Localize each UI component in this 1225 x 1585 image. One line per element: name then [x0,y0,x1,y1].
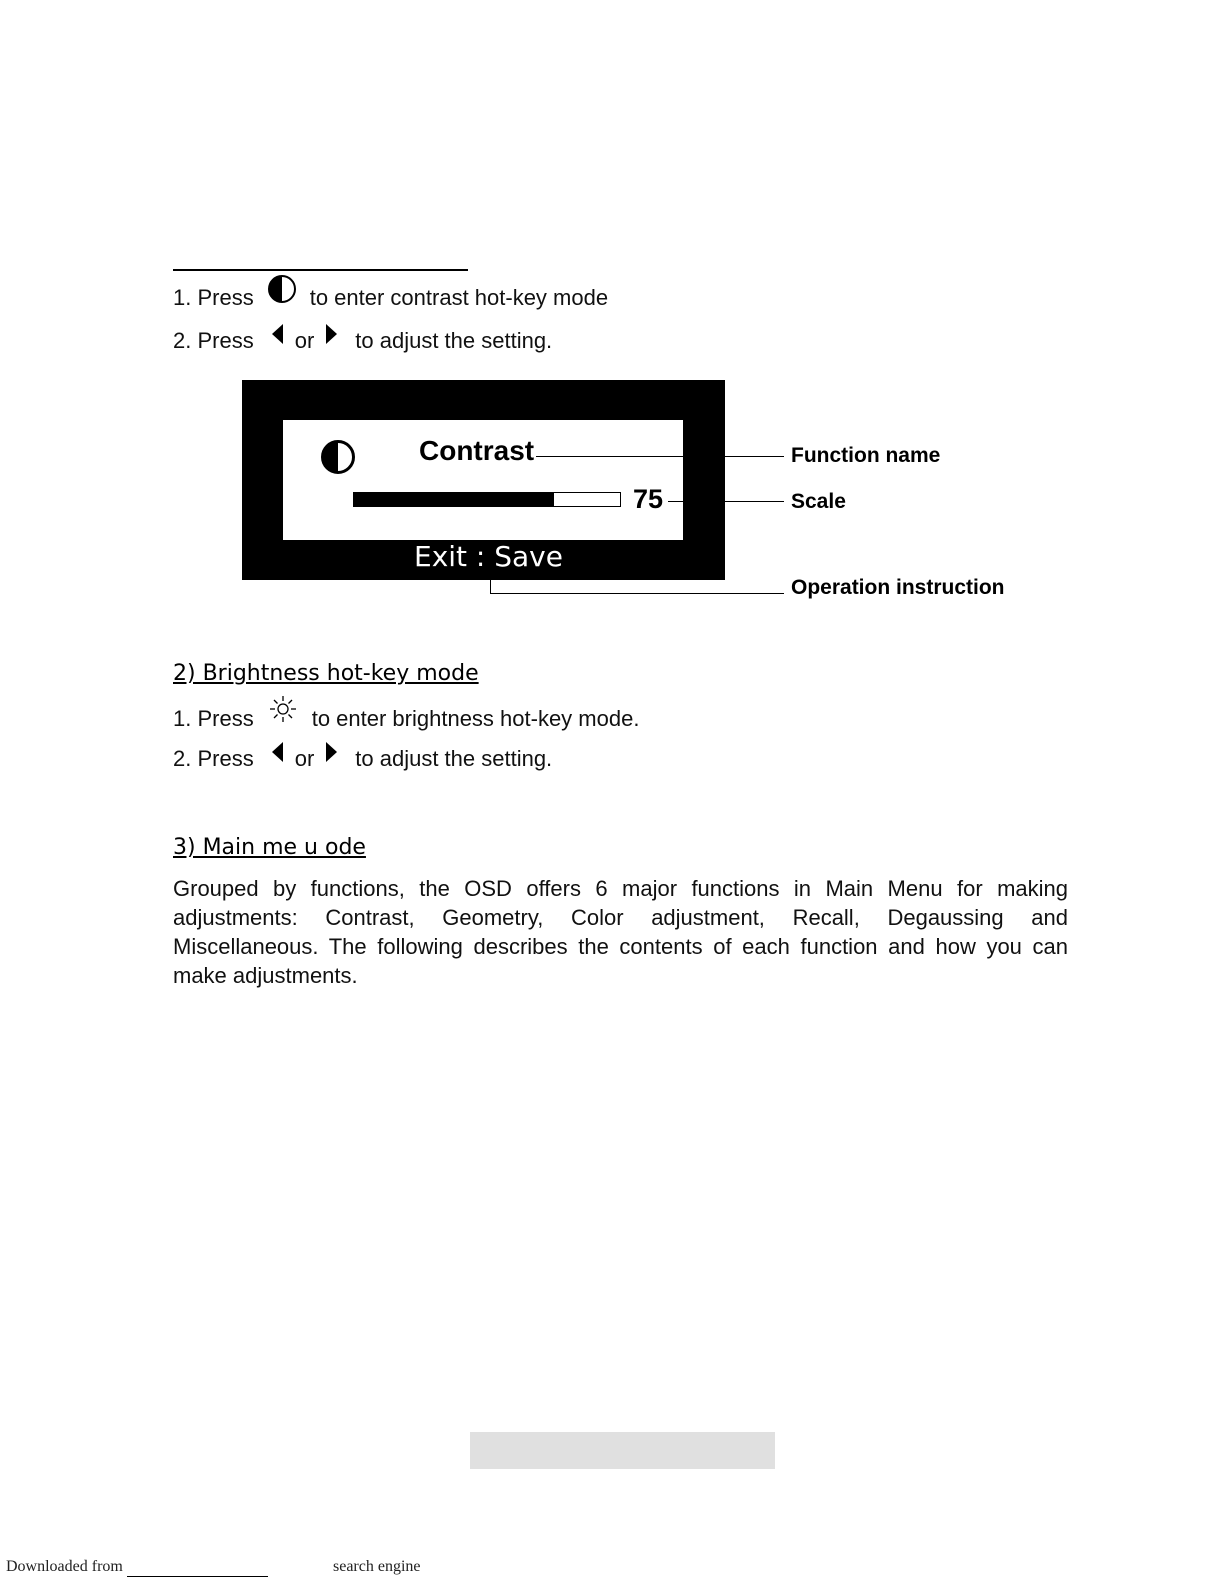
brightness-icon [268,694,298,724]
function-name-leader [536,456,784,457]
page-footer-bar [470,1432,775,1469]
section1-step2 [173,328,552,354]
operation-leader-vertical [490,578,491,593]
section3-paragraph: Grouped by functions, the OSD offers 6 major functions in Main Menu for making adjustments: Contrast, Geometry, Color adjustment, Recall, Degaussing and Miscellaneous. The following describes the contents of each function and how you can make adjustments. [173,876,1068,988]
step-suffix: to enter contrast hot-key mode [309,285,609,310]
callout-scale: Scale [791,490,846,513]
right-arrow-icon [326,742,337,762]
step-or: or [294,746,315,771]
step-or: or [294,328,315,353]
contrast-icon [268,275,296,303]
osd-panel [283,420,683,540]
downloaded-from-text: Downloaded from [6,1558,123,1575]
osd-scale-value: 75 [633,484,664,514]
osd-function-name: Contrast [419,435,535,466]
left-arrow-icon [272,324,283,344]
right-arrow-icon [326,324,337,344]
section1-step1 [173,284,608,312]
section1-heading-underline [173,269,468,271]
osd-scale-bar [353,492,621,507]
section2-step2 [173,746,552,772]
step-prefix: 2. Press [173,746,254,771]
left-arrow-icon [272,742,283,762]
step-prefix: 1. Press [173,706,254,731]
osd-scale-fill [354,493,554,506]
source-link[interactable] [127,1576,268,1577]
callout-function-name: Function name [791,444,941,467]
step-suffix: to adjust the setting. [355,328,553,353]
osd-window [242,380,725,580]
scale-leader [668,501,784,502]
section2-heading: 2) Brightness hot-key mode [173,661,479,686]
contrast-icon [321,440,355,474]
step-suffix: to enter brightness hot-key mode. [311,706,640,731]
section2-step1 [173,704,639,734]
callout-operation-instruction: Operation instruction [791,576,1005,599]
search-engine-text: search engine [333,1558,421,1575]
operation-leader [490,593,784,594]
step-suffix: to adjust the setting. [355,746,553,771]
osd-operation-instruction: Exit : Save [414,540,563,573]
step-prefix: 1. Press [173,285,254,310]
step-prefix: 2. Press [173,328,254,353]
section3-heading: 3) Main me u ode [173,835,366,860]
